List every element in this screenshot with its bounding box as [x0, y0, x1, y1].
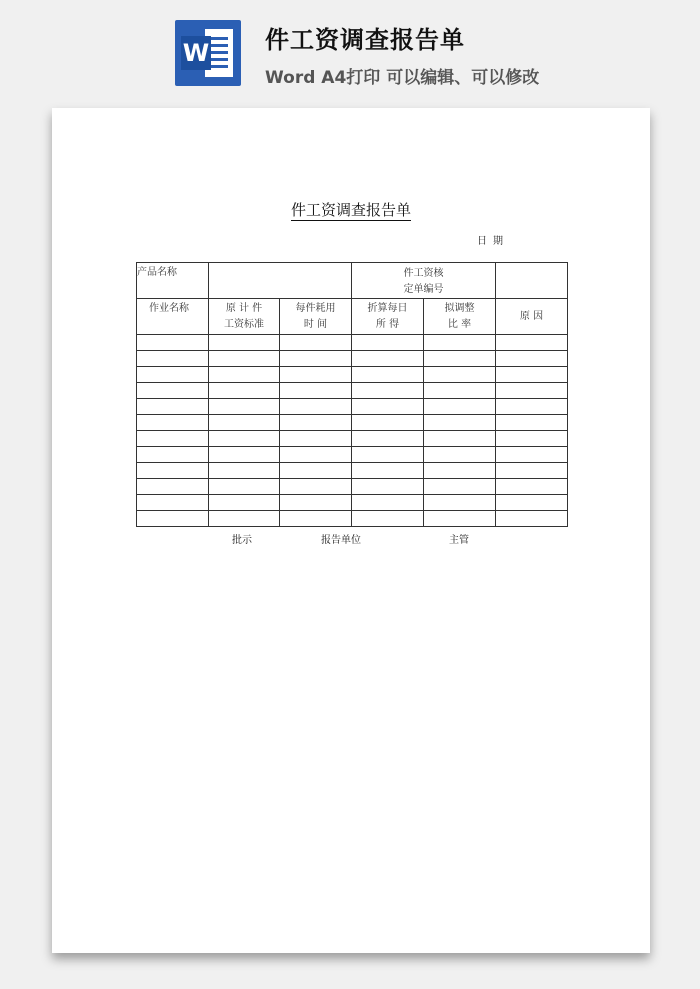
table-cell[interactable] [280, 495, 352, 511]
table-cell[interactable] [424, 447, 496, 463]
table-cell[interactable] [209, 399, 280, 415]
approval-number-label [352, 263, 496, 299]
table-cell[interactable] [352, 383, 424, 399]
table-cell[interactable] [424, 463, 496, 479]
table-cell[interactable] [496, 511, 568, 527]
report-form-table [136, 262, 568, 527]
table-cell[interactable] [496, 431, 568, 447]
table-cell[interactable] [496, 335, 568, 351]
table-cell[interactable] [496, 383, 568, 399]
table-cell[interactable] [209, 367, 280, 383]
table-cell[interactable] [352, 399, 424, 415]
form-body [137, 335, 568, 527]
table-cell[interactable] [424, 351, 496, 367]
table-cell[interactable] [424, 399, 496, 415]
table-cell[interactable] [280, 431, 352, 447]
table-cell[interactable] [424, 415, 496, 431]
table-row [137, 463, 568, 479]
adjust-rate-header: 拟调整 比 率 [424, 299, 496, 335]
table-cell[interactable] [280, 511, 352, 527]
approval-label-line2: 定单编号 [403, 284, 444, 295]
table-cell[interactable] [280, 447, 352, 463]
table-row [137, 399, 568, 415]
table-cell[interactable] [496, 415, 568, 431]
table-cell[interactable] [280, 463, 352, 479]
table-cell[interactable] [424, 367, 496, 383]
table-cell[interactable] [424, 495, 496, 511]
table-cell[interactable] [352, 335, 424, 351]
table-cell[interactable] [352, 463, 424, 479]
table-cell[interactable] [280, 399, 352, 415]
table-cell[interactable] [352, 447, 424, 463]
table-cell[interactable] [352, 495, 424, 511]
table-cell[interactable] [424, 431, 496, 447]
table-cell[interactable] [137, 335, 209, 351]
table-cell[interactable] [137, 431, 209, 447]
table-cell[interactable] [496, 399, 568, 415]
original-rate-header: 原 计 件 工资标准 [209, 299, 280, 335]
table-cell[interactable] [352, 511, 424, 527]
banner [0, 0, 700, 100]
table-cell[interactable] [137, 479, 209, 495]
table-cell[interactable] [352, 367, 424, 383]
table-row [137, 415, 568, 431]
document-title [52, 199, 650, 220]
table-cell[interactable] [352, 351, 424, 367]
product-name-label: 产品名称 [137, 263, 209, 299]
table-cell[interactable] [496, 351, 568, 367]
document-title-text: 件工资调查报告单 [290, 201, 411, 219]
table-cell[interactable] [137, 463, 209, 479]
table-cell[interactable] [209, 511, 280, 527]
time-per-piece-header: 每件耗用 时 间 [280, 299, 352, 335]
header-row-product [137, 263, 568, 299]
table-cell[interactable] [496, 463, 568, 479]
table-row [137, 479, 568, 495]
footer-report-unit: 报告单位 [321, 535, 361, 546]
table-cell[interactable] [496, 367, 568, 383]
table-row [137, 351, 568, 367]
table-cell[interactable] [137, 415, 209, 431]
reason-header: 原 因 [496, 299, 568, 335]
table-cell[interactable] [280, 367, 352, 383]
document-page [52, 108, 650, 953]
table-cell[interactable] [137, 351, 209, 367]
product-name-value[interactable] [209, 263, 352, 299]
approval-label-line1: 件工资核 [403, 268, 444, 279]
table-cell[interactable] [280, 383, 352, 399]
footer-supervisor: 主管 [449, 535, 469, 546]
table-cell[interactable] [496, 447, 568, 463]
table-row [137, 511, 568, 527]
table-row [137, 431, 568, 447]
table-cell[interactable] [352, 415, 424, 431]
table-row [137, 367, 568, 383]
table-cell[interactable] [137, 447, 209, 463]
banner-subtitle: Word A4打印 可以编辑、可以修改 [265, 68, 540, 88]
table-row [137, 495, 568, 511]
word-logo-letter: W [181, 36, 211, 70]
table-cell[interactable] [352, 431, 424, 447]
table-cell[interactable] [209, 479, 280, 495]
table-cell[interactable] [496, 495, 568, 511]
table-cell[interactable] [280, 479, 352, 495]
table-cell[interactable] [280, 415, 352, 431]
table-cell[interactable] [209, 335, 280, 351]
table-cell[interactable] [137, 511, 209, 527]
footer-approve: 批示 [232, 535, 252, 546]
table-cell[interactable] [424, 479, 496, 495]
header-row-columns [137, 299, 568, 335]
date-label: 日期 [477, 236, 509, 247]
table-cell[interactable] [209, 447, 280, 463]
table-cell[interactable] [209, 431, 280, 447]
banner-title: 件工资调查报告单 [265, 26, 465, 54]
work-name-header: 作业名称 [137, 299, 209, 335]
table-cell[interactable] [209, 383, 280, 399]
table-cell[interactable] [280, 351, 352, 367]
table-cell[interactable] [280, 335, 352, 351]
table-cell[interactable] [209, 495, 280, 511]
table-cell[interactable] [137, 495, 209, 511]
table-cell[interactable] [424, 511, 496, 527]
word-app-icon [175, 20, 241, 86]
daily-earning-header: 折算每日 所 得 [352, 299, 424, 335]
table-cell[interactable] [209, 351, 280, 367]
table-cell[interactable] [424, 383, 496, 399]
table-cell[interactable] [352, 479, 424, 495]
approval-number-value[interactable] [496, 263, 568, 299]
table-cell[interactable] [137, 367, 209, 383]
table-cell[interactable] [424, 335, 496, 351]
table-cell[interactable] [137, 399, 209, 415]
table-cell[interactable] [209, 463, 280, 479]
table-row [137, 447, 568, 463]
table-cell[interactable] [137, 383, 209, 399]
table-cell[interactable] [496, 479, 568, 495]
table-row [137, 335, 568, 351]
table-cell[interactable] [209, 415, 280, 431]
table-row [137, 383, 568, 399]
